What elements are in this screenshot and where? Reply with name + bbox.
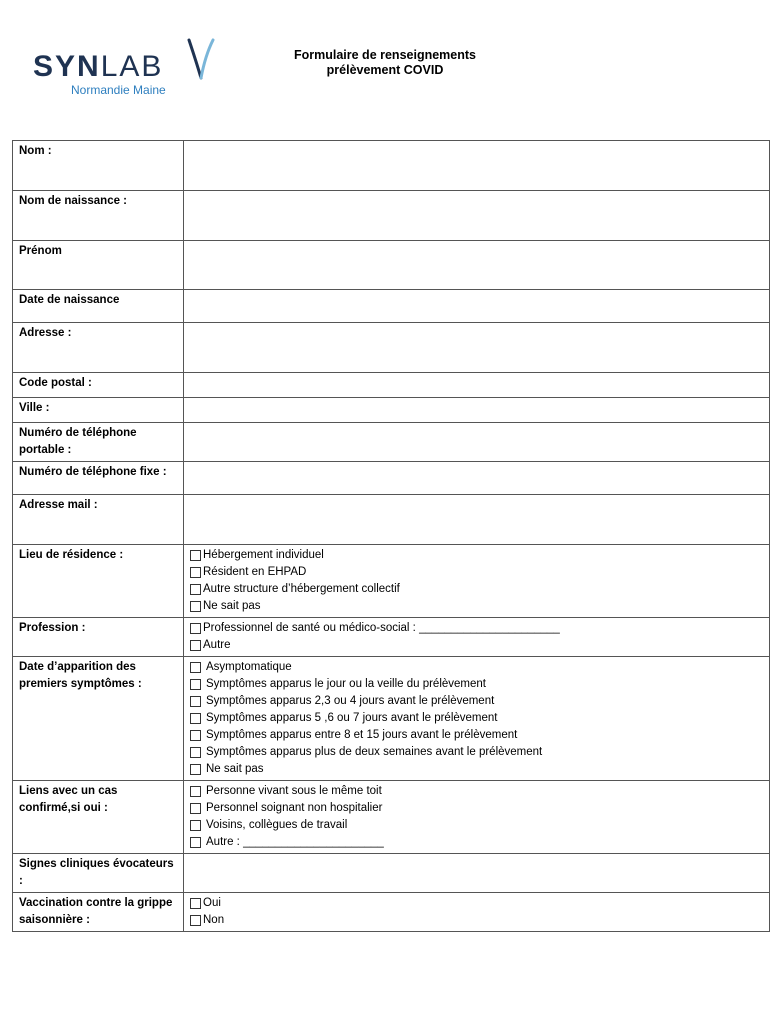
checkbox-option[interactable]: Asymptomatique	[190, 659, 763, 676]
checkbox-option[interactable]: Autre : ______________________	[190, 834, 763, 851]
checkbox-icon[interactable]	[190, 730, 201, 741]
row-signes	[13, 854, 770, 893]
checkbox-option[interactable]: Professionnel de santé ou médico-social : ______________________	[190, 620, 763, 637]
checkbox-icon[interactable]	[190, 662, 201, 673]
checkbox-option[interactable]: Autre structure d’hébergement collectif	[190, 581, 763, 598]
checkbox-option[interactable]: Non	[190, 912, 763, 929]
checkbox-icon[interactable]	[190, 679, 201, 690]
label-nom: Nom :	[13, 141, 184, 191]
options-liens-cas	[184, 781, 770, 854]
label-email: Adresse mail :	[13, 495, 184, 545]
row-vaccination	[13, 893, 770, 932]
row-email	[13, 495, 770, 545]
label-lieu-residence: Lieu de résidence :	[13, 545, 184, 618]
label-tel-fixe: Numéro de téléphone fixe :	[13, 462, 184, 495]
checkbox-option[interactable]: Autre	[190, 637, 763, 654]
checkbox-icon[interactable]	[190, 803, 201, 814]
checkbox-icon[interactable]	[190, 898, 201, 909]
checkbox-icon[interactable]	[190, 786, 201, 797]
label-vaccination: Vaccination contre la grippe saisonnière :	[13, 893, 184, 932]
logo-wordmark: SYNLAB	[33, 50, 164, 83]
label-date-naissance: Date de naissance	[13, 290, 184, 323]
label-nom-naissance: Nom de naissance :	[13, 191, 184, 241]
label-tel-portable: Numéro de téléphone portable :	[13, 423, 184, 462]
input-tel-portable[interactable]	[184, 423, 770, 462]
checkbox-option[interactable]: Symptômes apparus plus de deux semaines avant le prélèvement	[190, 744, 763, 761]
label-profession: Profession :	[13, 618, 184, 657]
checkbox-icon[interactable]	[190, 820, 201, 831]
row-date-naissance	[13, 290, 770, 323]
checkbox-icon[interactable]	[190, 696, 201, 707]
options-lieu-residence	[184, 545, 770, 618]
label-date-symptomes: Date d’apparition des premiers symptômes :	[13, 657, 184, 781]
input-date-naissance[interactable]	[184, 290, 770, 323]
options-vaccination	[184, 893, 770, 932]
checkbox-icon[interactable]	[190, 915, 201, 926]
title-line-1: Formulaire de renseignements	[293, 48, 476, 62]
checkbox-option[interactable]: Ne sait pas	[190, 598, 763, 615]
label-signes: Signes cliniques évocateurs :	[13, 854, 184, 893]
title-line-2: prélèvement COVID	[326, 63, 444, 77]
checkbox-option[interactable]: Résident en EHPAD	[190, 564, 763, 581]
checkbox-option[interactable]: Symptômes apparus 5 ,6 ou 7 jours avant le prélèvement	[190, 710, 763, 727]
checkbox-icon[interactable]	[190, 623, 201, 634]
row-nom	[13, 141, 770, 191]
checkbox-option[interactable]: Personne vivant sous le même toit	[190, 783, 763, 800]
options-date-symptomes	[184, 657, 770, 781]
input-tel-fixe[interactable]	[184, 462, 770, 495]
label-prenom: Prénom	[13, 241, 184, 290]
row-tel-fixe	[13, 462, 770, 495]
row-date-symptomes	[13, 657, 770, 781]
input-adresse[interactable]	[184, 323, 770, 373]
checkbox-option[interactable]: Symptômes apparus le jour ou la veille du prélèvement	[190, 676, 763, 693]
input-ville[interactable]	[184, 398, 770, 423]
row-code-postal	[13, 373, 770, 398]
label-ville: Ville :	[13, 398, 184, 423]
row-adresse	[13, 323, 770, 373]
checkbox-option[interactable]: Hébergement individuel	[190, 547, 763, 564]
checkbox-icon[interactable]	[190, 640, 201, 651]
document-title	[270, 48, 500, 78]
checkbox-icon[interactable]	[190, 601, 201, 612]
row-lieu-residence	[13, 545, 770, 618]
input-prenom[interactable]	[184, 241, 770, 290]
covid-form-table	[12, 140, 770, 932]
input-nom[interactable]	[184, 141, 770, 191]
row-nom-naissance	[13, 191, 770, 241]
logo-subtitle: Normandie Maine	[71, 83, 166, 97]
checkbox-option[interactable]: Personnel soignant non hospitalier	[190, 800, 763, 817]
row-prenom	[13, 241, 770, 290]
checkbox-icon[interactable]	[190, 713, 201, 724]
checkbox-icon[interactable]	[190, 747, 201, 758]
checkbox-icon[interactable]	[190, 550, 201, 561]
synlab-logo	[33, 38, 223, 100]
row-profession	[13, 618, 770, 657]
checkbox-icon[interactable]	[190, 764, 201, 775]
checkbox-option[interactable]: Symptômes apparus entre 8 et 15 jours avant le prélèvement	[190, 727, 763, 744]
input-email[interactable]	[184, 495, 770, 545]
row-ville	[13, 398, 770, 423]
row-tel-portable	[13, 423, 770, 462]
label-liens-cas: Liens avec un cas confirmé,si oui :	[13, 781, 184, 854]
input-nom-naissance[interactable]	[184, 191, 770, 241]
checkbox-icon[interactable]	[190, 584, 201, 595]
checkbox-option[interactable]: Oui	[190, 895, 763, 912]
checkbox-option[interactable]: Voisins, collègues de travail	[190, 817, 763, 834]
row-liens-cas	[13, 781, 770, 854]
checkbox-option[interactable]: Symptômes apparus 2,3 ou 4 jours avant le prélèvement	[190, 693, 763, 710]
logo-mark-icon	[183, 38, 219, 80]
checkbox-option[interactable]: Ne sait pas	[190, 761, 763, 778]
input-code-postal[interactable]	[184, 373, 770, 398]
checkbox-icon[interactable]	[190, 837, 201, 848]
label-adresse: Adresse :	[13, 323, 184, 373]
checkbox-icon[interactable]	[190, 567, 201, 578]
options-profession	[184, 618, 770, 657]
input-signes[interactable]	[184, 854, 770, 893]
label-code-postal: Code postal :	[13, 373, 184, 398]
